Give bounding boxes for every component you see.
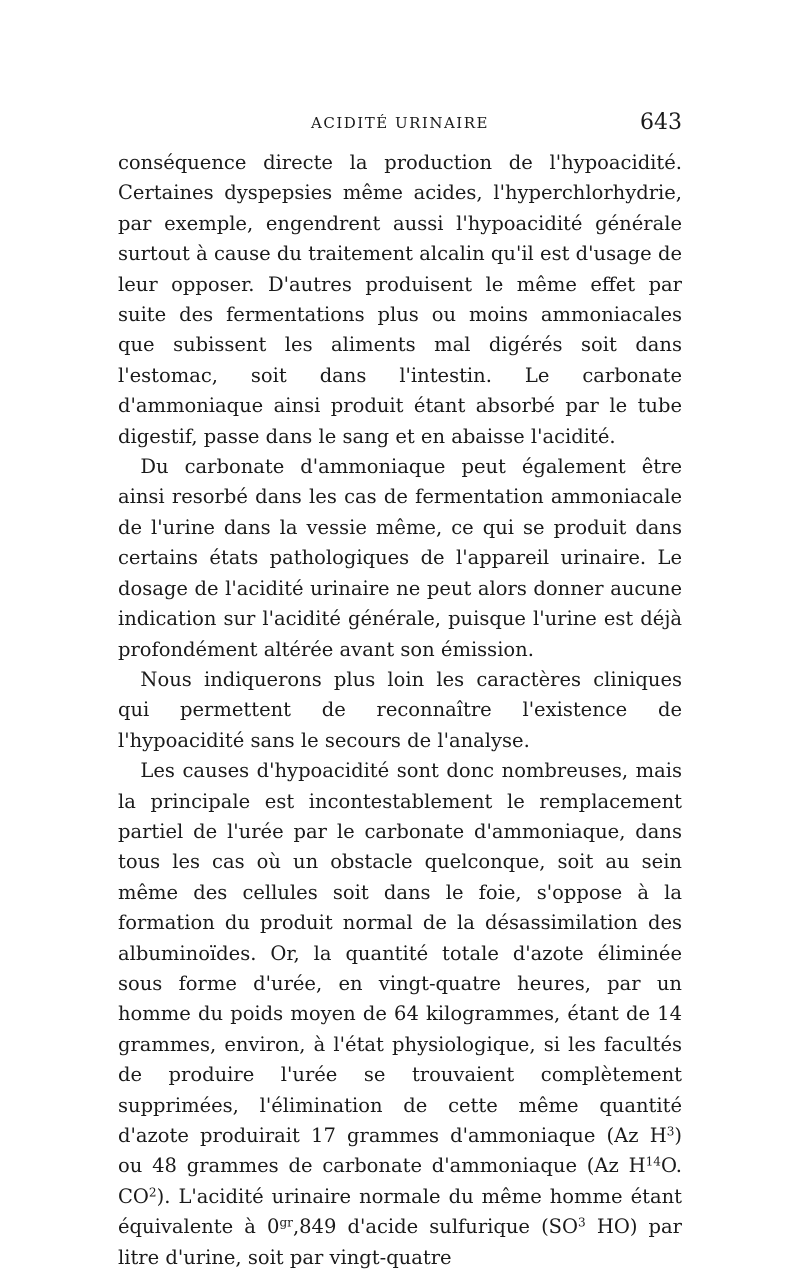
page-number: 643 xyxy=(640,110,682,135)
superscript: 3 xyxy=(666,1124,675,1139)
page-body xyxy=(118,148,682,1273)
text-run: O. CO xyxy=(118,1154,682,1208)
paragraph-hypoacidity-causes xyxy=(118,756,682,1273)
paragraph: Du carbonate d'ammoniaque peut également être ainsi resorbé dans les cas de fermentation ammoniacale de l'urine dans la vessie même, ce qui se produit dans certains états pathologiques de l'appareil urinaire. Le dosage de l'acidité urinaire ne peut alors donner aucune indication sur l'acidité générale, puisque l'urine est déjà profondément altérée avant son émission. xyxy=(118,455,682,661)
page-header xyxy=(118,110,682,140)
running-title: ACIDITÉ URINAIRE xyxy=(311,114,489,132)
superscript: 3 xyxy=(578,1215,586,1230)
superscript: gr xyxy=(279,1215,293,1230)
superscript: 2 xyxy=(148,1185,157,1200)
superscript: 14 xyxy=(645,1154,661,1169)
text-run: ). L'acidité urinaire normale du même homme étant équivalente à 0 xyxy=(118,1184,682,1239)
text-run: ) ou 48 grammes de carbonate d'ammoniaque (Az H xyxy=(118,1124,682,1178)
text-run: HO) par litre d'urine, soit par vingt-quatre xyxy=(118,1215,682,1269)
paragraph: Nous indiquerons plus loin les caractères cliniques qui permettent de reconnaître l'existence de l'hypoacidité sans le secours de l'analyse. xyxy=(118,667,682,752)
text-run: Les causes d'hypoacidité sont donc nombreuses, mais la principale est incontestablement le remplacement partiel de l'urée par le carbonate d'ammoniaque, dans tous les cas où un obstacle quelconque, soit au sein même des cellules soit dans le foie, s'oppose à la formation du produit normal de la désassimilation des albuminoïdes. Or, la quantité totale d'azote éliminée sous forme d'urée, en vingt-quatre heures, par un homme du poids moyen de 64 kilogrammes, étant de 14 grammes, environ, à l'état physiologique, si les facultés de produire l'urée se trouvaient complètement supprimées, l'élimination de cette même quantité d'azote produirait 17 grammes d'ammoniaque (Az H xyxy=(118,759,682,1147)
text-run: ,849 d'acide sulfurique (SO xyxy=(292,1215,579,1239)
paragraph-continued: conséquence directe la production de l'hypoacidité. Certaines dyspepsies même acides, l'hyperchlorhydrie, par exemple, engendrent aussi l'hypoacidité générale surtout à cause du traitement alcalin qu'il est d'usage de leur opposer. D'autres produisent le même effet par suite des fermentations plus ou moins ammoniacales que subissent les aliments mal digérés soit dans l'estomac, soit dans l'intestin. Le carbonate d'ammoniaque ainsi produit étant absorbé par le tube digestif, passe dans le sang et en abaisse l'acidité. xyxy=(118,151,682,448)
